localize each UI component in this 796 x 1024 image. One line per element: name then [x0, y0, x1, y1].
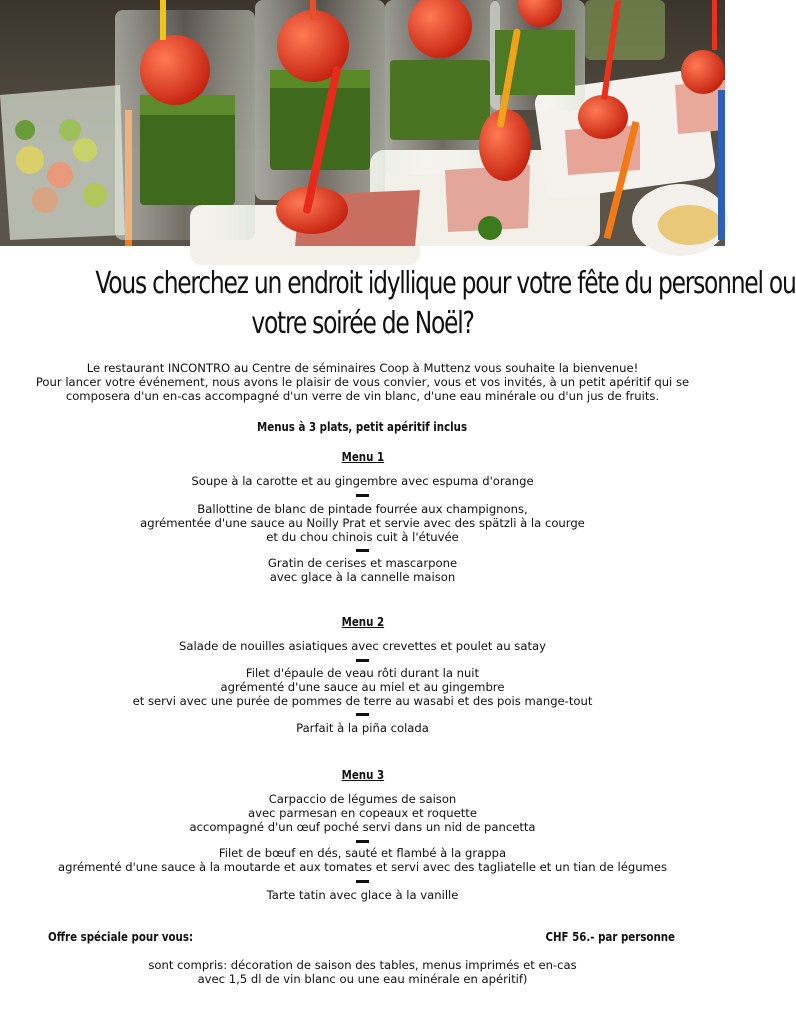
- course-line: Ballottine de blanc de pintade fourrée aux champignons,: [197, 502, 528, 516]
- menus-heading: Menus à 3 plats, petit apéritif inclus: [257, 419, 468, 434]
- course-separator: [356, 840, 369, 843]
- menu-2-starter: [20, 639, 705, 653]
- headline-line-2: votre soirée de Noël?: [251, 306, 474, 341]
- course-line: agrémenté d'une sauce au miel et au gingembre: [220, 680, 505, 694]
- course-line: agrémentée d'une sauce au Noilly Prat et servie avec des spätzli à la courge: [140, 516, 585, 530]
- intro-paragraph: [20, 361, 705, 403]
- menu-1-dessert: [20, 556, 705, 584]
- offer-price: CHF 56.- par personne: [545, 929, 675, 944]
- course-separator: [356, 880, 369, 883]
- course-line: agrémenté d'une sauce à la moutarde et aux tomates et servi avec des tagliatelle et un tian de légumes: [57, 860, 668, 874]
- menu-2-main: [20, 666, 705, 708]
- offer-included-line: avec 1,5 dl de vin blanc ou une eau minérale en apéritif): [197, 972, 528, 986]
- headline-line-1: Vous cherchez un endroit idyllique pour votre fête du personnel ou: [95, 266, 796, 301]
- course-separator: [356, 659, 369, 662]
- menu-3-dessert: [20, 888, 705, 902]
- course-separator: [356, 713, 369, 716]
- offer-included: [20, 958, 705, 986]
- intro-line-3: composera d'un en-cas accompagné d'un verre de vin blanc, d'une eau minérale ou d'un jus de fruits.: [65, 389, 660, 403]
- menu-2-dessert: [20, 721, 705, 735]
- course-line: Filet de bœuf en dés, sauté et flambé à la grappa: [218, 846, 507, 860]
- menu-1-starter: [20, 474, 705, 488]
- menu-1-main: [20, 502, 705, 544]
- offer-label: Offre spéciale pour vous:: [48, 929, 194, 944]
- course-line: Salade de nouilles asiatiques avec crevettes et poulet au satay: [179, 639, 546, 653]
- appetizer-photo: [0, 0, 725, 246]
- course-line: Tarte tatin avec glace à la vanille: [266, 888, 459, 902]
- course-line: et servi avec une purée de pommes de terre au wasabi et des pois mange-tout: [132, 694, 593, 708]
- menu-3-main: [20, 846, 705, 874]
- course-line: avec glace à la cannelle maison: [269, 570, 456, 584]
- menu-2-title: Menu 2: [341, 614, 384, 629]
- intro-line-1: Le restaurant INCONTRO au Centre de séminaires Coop à Muttenz vous souhaite la bienvenue!: [86, 361, 639, 375]
- menus-heading-wrap: [0, 416, 725, 435]
- offer-included-line: sont compris: décoration de saison des tables, menus imprimés et en-cas: [148, 958, 577, 972]
- intro-line-2: Pour lancer votre événement, nous avons le plaisir de vous convier, vous et vos invités, à un petit apéritif qui se: [35, 375, 690, 389]
- course-line: Parfait à la piña colada: [296, 721, 429, 735]
- menu-3-starter: [20, 792, 705, 834]
- menu-3-title-wrap: [0, 764, 725, 783]
- menu-2-title-wrap: [0, 611, 725, 630]
- menu-1-title: Menu 1: [341, 449, 384, 464]
- course-line: et du chou chinois cuit à l'étuvée: [266, 530, 459, 544]
- course-line: avec parmesan en copeaux et roquette: [248, 806, 477, 820]
- course-line: Carpaccio de légumes de saison: [268, 792, 457, 806]
- course-line: Gratin de cerises et mascarpone: [267, 556, 458, 570]
- menu-3-title: Menu 3: [341, 767, 384, 782]
- course-line: Soupe à la carotte et au gingembre avec espuma d'orange: [191, 474, 534, 488]
- course-line: Filet d'épaule de veau rôti durant la nuit: [245, 666, 480, 680]
- menu-1-title-wrap: [0, 446, 725, 465]
- headline: [95, 264, 796, 344]
- course-separator: [356, 549, 369, 552]
- course-line: accompagné d'un œuf poché servi dans un nid de pancetta: [189, 820, 536, 834]
- course-separator: [356, 494, 369, 497]
